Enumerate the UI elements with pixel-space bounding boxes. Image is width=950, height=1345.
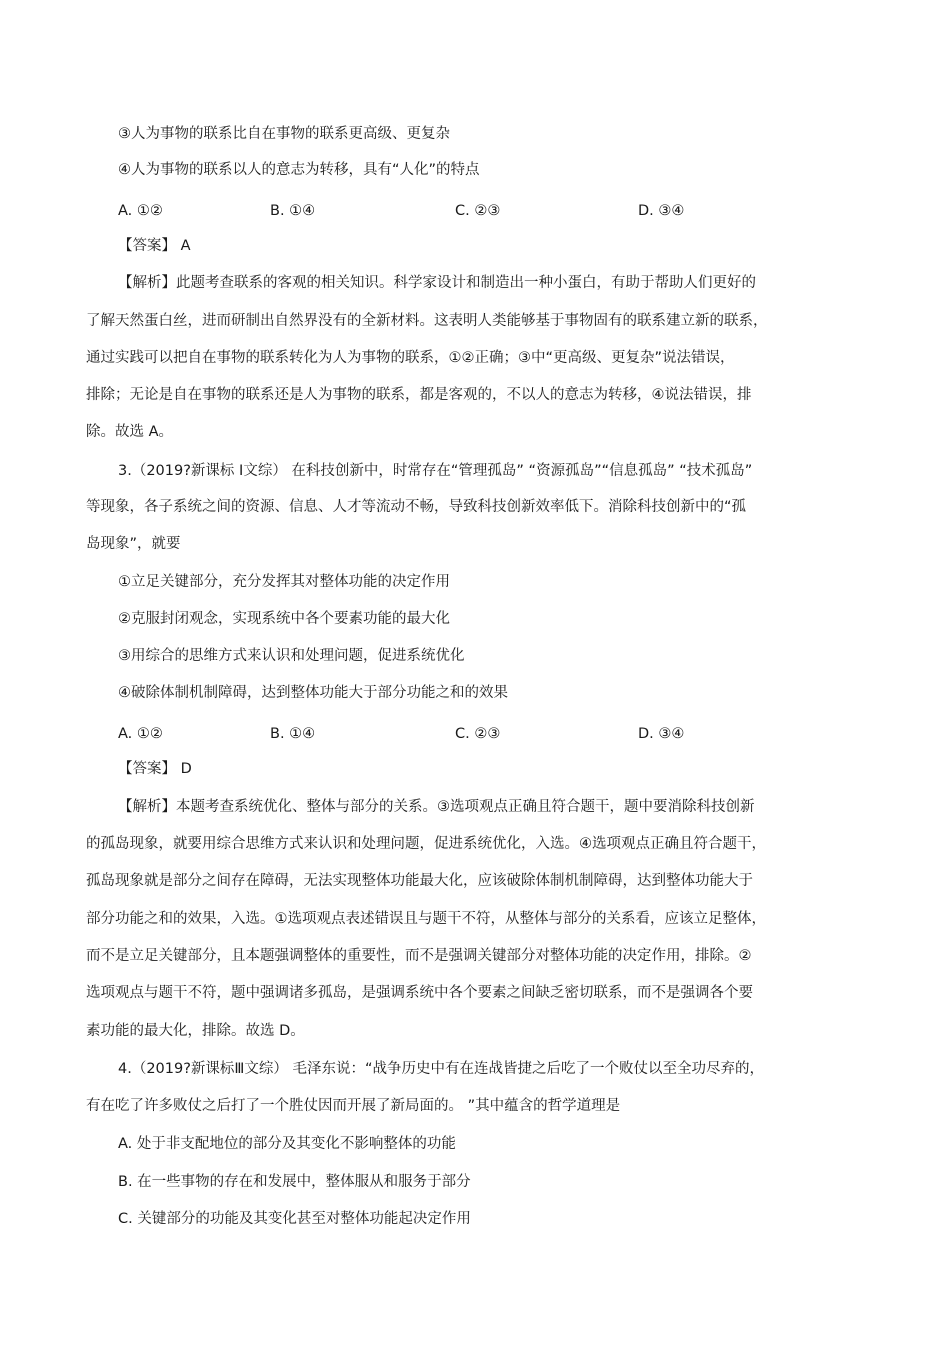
q4-option-c: C. 关键部分的功能及其变化甚至对整体功能起决定作用 [118, 1211, 471, 1227]
q2-option-d: D. ③④ [638, 203, 685, 219]
q3-option-c: C. ②③ [455, 726, 501, 742]
q3-stem-line: 等现象，各子系统之间的资源、信息、人才等流动不畅，导致科技创新效率低下。消除科技创新中的“孤 [86, 499, 747, 515]
q3-stem-line: 岛现象”，就要 [86, 536, 181, 552]
q3-statement-2: ②克服封闭观念，实现系统中各个要素功能的最大化 [118, 611, 450, 627]
q2-analysis-line: 了解天然蛋白丝，进而研制出自然界没有的全新材料。这表明人类能够基于事物固有的联系建立新的联系， [86, 313, 768, 329]
q2-analysis-line: 除。故选 A。 [86, 424, 174, 440]
q3-analysis-line: 的孤岛现象，就要用综合思维方式来认识和处理问题，促进系统优化，入选。④选项观点正确且符合题干， [86, 836, 766, 852]
q2-analysis-line: 通过实践可以把自在事物的联系转化为人为事物的联系，①②正确；③中“更高级、更复杂”说法错误， [86, 350, 735, 366]
q2-analysis-line: 【解析】此题考查联系的客观的相关知识。科学家设计和制造出一种小蛋白，有助于帮助人们更好的 [118, 275, 756, 291]
q3-analysis-line: 部分功能之和的效果，入选。①选项观点表述错误且与题干不符，从整体与部分的关系看，应该立足整体， [86, 911, 766, 927]
q3-analysis-line: 选项观点与题干不符，题中强调诸多孤岛，是强调系统中各个要素之间缺乏密切联系，而不是强调各个要 [86, 985, 753, 1001]
q2-option-b: B. ①④ [270, 203, 316, 219]
q4-option-a: A. 处于非支配地位的部分及其变化不影响整体的功能 [118, 1136, 456, 1152]
q3-stem-line: 3.（2019?新课标 Ⅰ文综） 在科技创新中，时常存在“管理孤岛” “资源孤岛”“信息孤岛” “技术孤岛” [118, 463, 753, 479]
q3-answer: 【答案】 D [118, 761, 192, 777]
q3-option-a: A. ①② [118, 726, 163, 742]
q2-analysis-line: 排除；无论是自在事物的联系还是人为事物的联系，都是客观的，不以人的意志为转移，④说法错误，排 [86, 387, 752, 403]
q4-stem-line: 有在吃了许多败仗之后打了一个胜仗因而开展了新局面的。 ”其中蕴含的哲学道理是 [86, 1098, 621, 1114]
q3-statement-4: ④破除体制机制障碍，达到整体功能大于部分功能之和的效果 [118, 685, 508, 701]
q2-statement-4: ④人为事物的联系以人的意志为转移，具有“人化”的特点 [118, 162, 480, 178]
q3-analysis-line: 素功能的最大化，排除。故选 D。 [86, 1023, 305, 1039]
q2-answer: 【答案】 A [118, 238, 191, 254]
q3-statement-1: ①立足关键部分，充分发挥其对整体功能的决定作用 [118, 574, 450, 590]
q3-analysis-line: 而不是立足关键部分，且本题强调整体的重要性，而不是强调关键部分对整体功能的决定作用，排除。② [86, 948, 752, 964]
q3-statement-3: ③用综合的思维方式来认识和处理问题，促进系统优化 [118, 648, 465, 664]
q2-option-a: A. ①② [118, 203, 163, 219]
q3-option-b: B. ①④ [270, 726, 316, 742]
q4-option-b: B. 在一些事物的存在和发展中，整体服从和服务于部分 [118, 1174, 471, 1190]
q2-option-c: C. ②③ [455, 203, 501, 219]
q3-analysis-line: 【解析】本题考查系统优化、整体与部分的关系。③选项观点正确且符合题干，题中要消除科技创新 [118, 799, 755, 815]
q2-statement-3: ③人为事物的联系比自在事物的联系更高级、更复杂 [118, 126, 450, 142]
q3-option-d: D. ③④ [638, 726, 685, 742]
q3-analysis-line: 孤岛现象就是部分之间存在障碍，无法实现整体功能最大化，应该破除体制机制障碍，达到整体功能大于 [86, 873, 753, 889]
q4-stem-line: 4.（2019?新课标Ⅲ文综） 毛泽东说：“战争历史中有在连战皆捷之后吃了一个败仗以至全功尽弃的， [118, 1061, 765, 1077]
